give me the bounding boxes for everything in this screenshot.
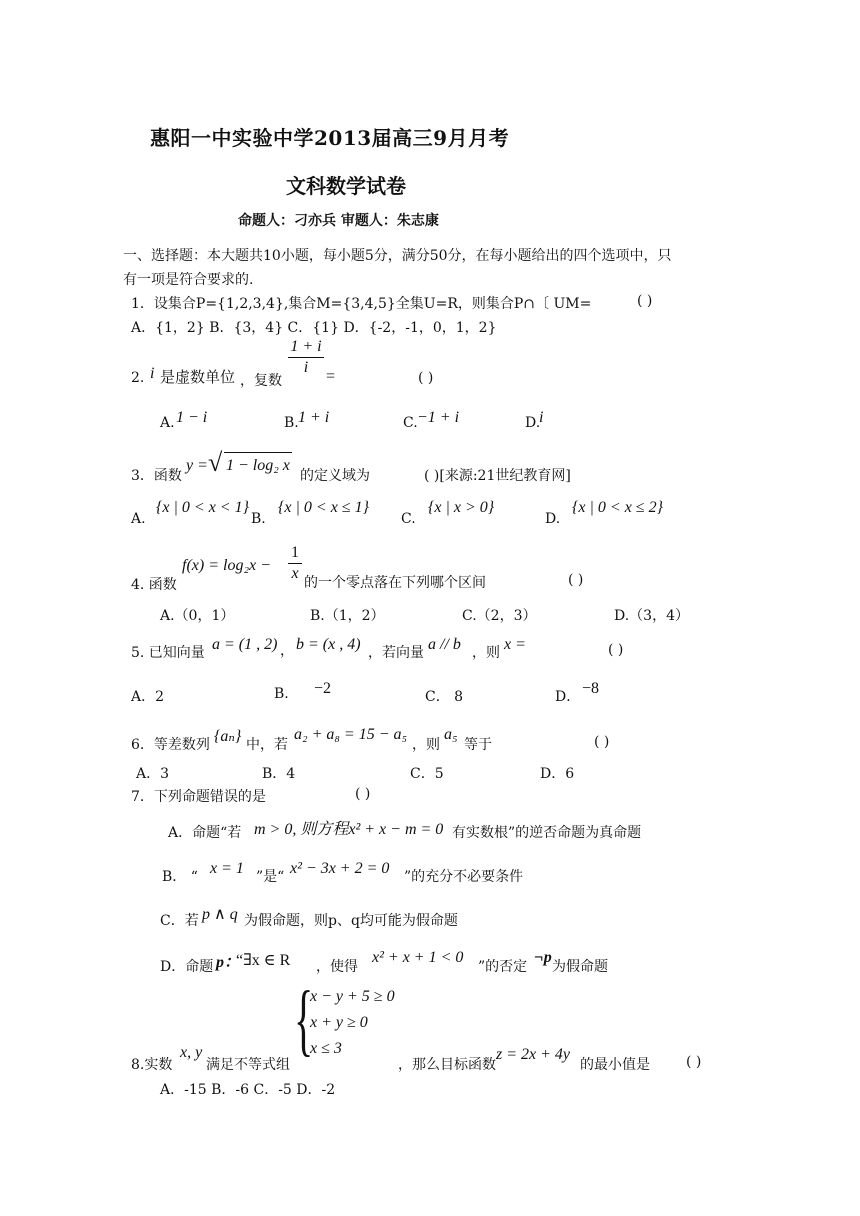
q7-option-a-formula: m > 0, 则方程x² + x − m = 0: [254, 821, 444, 838]
q4-stem-start: 4. 函数: [131, 577, 177, 593]
section-intro-line1: 一、选择题：本大题共10小题，每小题5分，满分50分，在每小题给出的四个选项中，只: [123, 248, 672, 264]
q2-fraction-bar: [288, 357, 324, 358]
q2-option-b-value: 1 + i: [298, 409, 330, 426]
q7-stem: 7．下列命题错误的是: [131, 789, 266, 805]
q7-option-b-pre: B． “: [162, 869, 198, 885]
q7-option-b-formula2: x² − 3x + 2 = 0: [290, 860, 390, 877]
q6-formula: a₂ + a₈ = 15 − a₅: [294, 726, 408, 743]
q2-text1: 是虚数单位: [160, 368, 236, 386]
q1-answer-paren: ( ): [637, 293, 653, 309]
q6-text3: 等于: [464, 737, 492, 753]
q2-option-d-value: i: [539, 409, 544, 426]
q3-option-a-value: {x | 0 < x < 1}: [156, 499, 249, 516]
q4-answer-paren: ( ): [568, 572, 584, 588]
q7-option-d-mid: ，使得: [316, 959, 358, 975]
q4-option-b: B.（1，2）: [310, 608, 385, 624]
q4-fraction-denominator: x: [291, 565, 299, 582]
q8-system-line1: x − y + 5 ≥ 0: [310, 988, 395, 1005]
q2-fraction-numerator: 1 + i: [290, 338, 322, 355]
q5-option-c: C． 8: [425, 689, 464, 705]
authors-line: 命题人：刁亦兵 审题人：朱志康: [238, 213, 439, 229]
q7-option-d-pre: D．命题: [160, 959, 214, 975]
q3-option-c-label: C.: [401, 511, 416, 527]
q4-fraction-numerator: 1: [291, 544, 299, 561]
q2-fraction-denominator: i: [303, 359, 309, 376]
q1-stem: 1．设集合P={1,2,3,4},集合M={3,4,5}全集U=R，则集合P∩〔 UM=: [131, 296, 592, 312]
q3-option-b-value: {x | 0 < x ≤ 1}: [278, 499, 369, 516]
q3-formula-radicand: 1 − log₂ x: [226, 457, 290, 474]
q3-option-d-label: D.: [545, 511, 561, 527]
q4-option-a: A.（0，1）: [160, 608, 235, 624]
q3-answer-paren-source: ( )[来源:21世纪教育网]: [424, 468, 571, 484]
q3-option-a-label: A.: [131, 511, 146, 527]
q6-stem-start: 6．等差数列: [131, 737, 210, 753]
q6-sequence: {aₙ}: [214, 728, 242, 745]
q2-answer-paren: ( ): [418, 370, 434, 386]
q5-vector-a: a = (1 , 2): [212, 636, 278, 653]
q7-option-b-formula1: x = 1: [210, 860, 244, 877]
q8-vars: x, y: [180, 1044, 203, 1061]
q8-stem-start: 8.实数: [131, 1057, 173, 1073]
q6-option-a: A．3: [136, 766, 170, 782]
q5-option-b-label: B.: [274, 686, 289, 702]
q8-objective-formula: z = 2x + 4y: [496, 1046, 571, 1063]
q1-options: A．{1，2} B．{3，4} C．{1} D．{-2，-1，0，1，2}: [131, 320, 497, 336]
q5-text3: ，则: [472, 645, 500, 661]
q6-answer-paren: ( ): [594, 734, 610, 750]
q8-system-line3: x ≤ 3: [310, 1040, 342, 1057]
q7-option-d-formula1: “∃x ∈ R: [236, 952, 291, 969]
q2-number: 2.: [131, 370, 145, 386]
q2-imag-unit: i: [150, 365, 155, 382]
q8-text3: 的最小值是: [580, 1057, 650, 1073]
q8-text1: 满足不等式组: [206, 1057, 290, 1073]
q5-answer-paren: ( ): [608, 642, 624, 658]
q7-option-d-post2: 为假命题: [552, 959, 608, 975]
page-title: 惠阳一中实验中学2013届高三9月月考: [150, 126, 510, 150]
q6-option-d: D．6: [540, 766, 575, 782]
section-intro-line2: 有一项是符合要求的.: [123, 272, 254, 288]
q5-parallel: a // b: [428, 636, 461, 653]
q7-option-d-formula2: x² + x + 1 < 0: [372, 949, 464, 966]
q7-option-c-post: 为假命题，则p、q均可能为假命题: [244, 913, 458, 929]
q3-stem-start: 3．函数: [131, 468, 182, 484]
q5-x-equals: x =: [504, 636, 526, 653]
q3-option-d-value: {x | 0 < x ≤ 2}: [572, 499, 663, 516]
q5-option-d-label: D．: [555, 689, 581, 705]
q7-option-c-formula: p ∧ q: [202, 906, 238, 923]
q6-option-c: C．5: [410, 766, 444, 782]
q4-fraction: [288, 544, 302, 583]
q8-system-brace: {: [294, 976, 314, 1064]
q8-options: A．-15 B．-6 C．-5 D．-2: [160, 1082, 336, 1098]
q3-option-b-label: B.: [251, 511, 266, 527]
q5-option-b-value: −2: [314, 680, 332, 697]
q3-sqrt-sign: √: [208, 448, 223, 477]
q3-text: 的定义域为: [300, 468, 370, 484]
q7-option-d-post1: ”的否定: [478, 959, 528, 975]
q7-option-b-post: ”的充分不必要条件: [404, 869, 524, 885]
q7-option-d-notp: ¬p: [534, 949, 552, 966]
q7-option-b-mid: ”是“: [256, 869, 285, 885]
q8-answer-paren: ( ): [686, 1054, 702, 1070]
q5-text2: ，若向量: [368, 645, 424, 661]
q6-option-b: B．4: [262, 766, 296, 782]
q2-option-c-label: C.: [403, 415, 418, 431]
q6-text1: 中，若: [246, 737, 288, 753]
q7-answer-paren: ( ): [355, 786, 371, 802]
q5-stem-start: 5. 已知向量: [131, 645, 205, 661]
q4-text: 的一个零点落在下列哪个区间: [304, 575, 486, 591]
q7-option-a-post: 有实数根”的逆否命题为真命题: [452, 825, 642, 841]
q2-option-d-label: D.: [525, 415, 541, 431]
q7-option-a-pre: A．命题“若: [168, 825, 242, 841]
q5-vector-b: b = (x , 4): [296, 636, 361, 653]
q2-option-c-value: −1 + i: [417, 409, 460, 426]
q3-sqrt-bar: [224, 452, 292, 453]
q2-option-a-value: 1 − i: [176, 409, 208, 426]
q4-option-c: C.（2，3）: [462, 608, 537, 624]
q2-equals: =: [326, 368, 336, 385]
q2-option-b-label: B.: [284, 415, 299, 431]
q3-option-c-value: {x | x > 0}: [428, 499, 495, 516]
q3-formula-lhs: y =: [186, 457, 208, 474]
q5-comma: ，: [280, 643, 294, 659]
q4-option-d: D.（3，4）: [614, 608, 689, 624]
q7-option-c-pre: C．若: [160, 913, 199, 929]
q8-system-line2: x + y ≥ 0: [310, 1014, 368, 1031]
q8-text2: ，那么目标函数: [398, 1057, 496, 1073]
q5-option-d-value: −8: [582, 680, 600, 697]
q2-text2: ，复数: [240, 373, 282, 389]
q4-formula: f(x) = log₂x −: [182, 557, 271, 574]
page-subtitle: 文科数学试卷: [286, 174, 406, 198]
q7-option-d-p: p：: [216, 954, 241, 971]
q4-fraction-bar: [288, 563, 302, 564]
q6-text2: ，则: [412, 737, 440, 753]
q2-option-a-label: A.: [160, 415, 175, 431]
q5-option-a: A．2: [131, 689, 165, 705]
q6-a5: a₅: [444, 726, 458, 743]
q2-fraction: [288, 338, 324, 377]
